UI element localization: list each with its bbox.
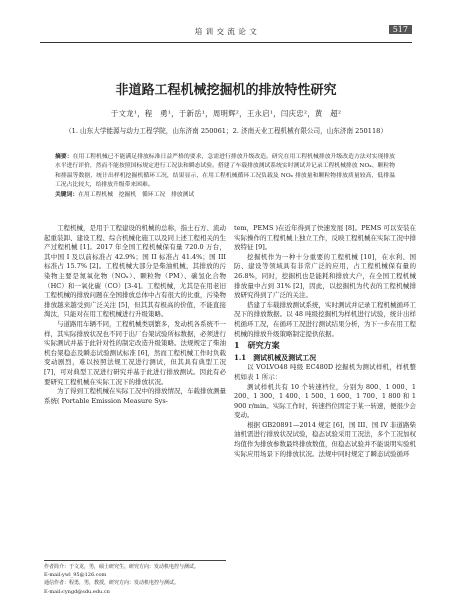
body-paragraph: 与道路用车辆不同，工程机械类别繁多，发动机各系统不一样，其实际排放状况也不同于出厂台架试验所标数据，必须进行实际测试并基于此针对性的制定改造升级策略。法规规定了柴油机台架稳态及瞬态试验测试标准 [6]，然而工程机械工作时负载变动剧烈，难以按照法规工况进行测试，但其具有典型工况 [7]，可对典型工况进行研究并基于此进行排放测试。因此有必要研究工程机械在实际工况下的排放状况。 bbox=[44, 319, 226, 386]
abstract-label: 摘要： bbox=[55, 154, 73, 160]
body-paragraph: tem，PEMS )在近年得到了快速发展 [8]。PEMS 可以安装在实际操作的工程机械上独立工作，反映工程机械在实际工况中排放特征 [9]。 bbox=[234, 224, 416, 252]
journal-section-label: 培 训 交 流 论 文 bbox=[194, 27, 258, 36]
corresponding-author: 通信作者：程勇，男，教授，研究方向：发动机电控与测试。 bbox=[44, 580, 180, 587]
author-info: 作者简介：于文龙，男，硕士研究生，研究方向：发动机电控与测试。 bbox=[44, 564, 200, 570]
article-title: 非道路工程机械挖掘机的排放特性研究 bbox=[115, 83, 337, 98]
author-email: E-mail:ywl_95@126.com bbox=[44, 572, 107, 579]
body-paragraph: 挖掘机作为一种十分重要的工程机械 [10]，在水利、国防、建设等领域具有非常广泛的应用，占工程机械保有量的 26.8%，同时，挖掘机也是能耗和排放大户，在全国工程机械排放量中占到 31% [2]，因此，以挖掘机为代表的工程机械排放研究得到了广泛的关注。 bbox=[234, 252, 416, 300]
abstract-block bbox=[55, 153, 395, 200]
author-list: 于文龙¹，程 勇¹，于新岳¹，周明辉²，王永启¹，闫庆忠²，黄 超² bbox=[110, 109, 342, 118]
subsection-heading: 1.1 测试机械及测试工况 bbox=[234, 352, 317, 362]
header-rule bbox=[40, 42, 412, 43]
corresponding-email: E-mail:cyngd@sdu.edu.cn bbox=[44, 588, 110, 595]
running-head bbox=[40, 26, 412, 40]
body-paragraph: 为了得到工程机械在实际工况中的排放情况，车载排放测量系统( Portable Emission Measure Sys- bbox=[44, 387, 226, 405]
keywords-text: 在用工程机械 挖掘机 循环工况 排放测试 bbox=[78, 191, 195, 198]
footnote bbox=[44, 560, 226, 596]
right-column bbox=[234, 224, 416, 459]
affiliation: （1. 山东大学能源与动力工程学院，山东济南 250061；2. 济南天业工程机械有限公司，山东济南 250118） bbox=[65, 127, 387, 135]
body-paragraph: 搭建了车载排放测试系统，实时测试并记录工程机械循环工况下的排放数据。以 48 吨级挖掘机为样机进行试验，统计出样机循环工况，在循环工况进行测试结果分析，为下一步在用工程机械的排放升级策略制定提供依据。 bbox=[234, 300, 416, 338]
section-heading: 1 研究方案 bbox=[234, 340, 280, 351]
body-paragraph: 以 VOLVO48 吨级 EC480D 挖掘机为测试样机，样机整机如表 1 所示： bbox=[234, 363, 416, 381]
body-paragraph: 测试样机共有 10 个转速档位，分别为 800、1 000、1 200、1 300、1 400、1 500、1 600、1 700、1 800 和 1 900 r/min。实际工作时，转速挡位固定于某一转速，便很少会变动。 bbox=[234, 382, 416, 420]
body-paragraph: 工程机械，是用于工程建设的机械的总称，指土石方、流动起重装卸、建设工程、综合机械化施工以及同上述工程相关的生产过程机械 [1]。2017 年全国工程机械保有量 720.0 万台，其中国 I 及以前标准占 42.9%；国 II 标准占 41.4%；国 III 标准占 15.7% [2]。工程机械大部分是柴油机械，其排放的污染物主要是氮氧化物（NOₓ）、颗粒物（PM）、碳氢化合物（HC）和一氧化碳（CO）[3-4]。工程机械，尤其是在用老旧工程机械的排放问题在全国排放总体中占有很大的比重，污染物排放越来越受到广泛关注 [5]，但其其有极高的价值，不能直接淘汰，只能对在用工程机械进行升级策略。 bbox=[44, 224, 226, 319]
left-column bbox=[44, 224, 226, 406]
keywords-label: 关键词： bbox=[55, 191, 79, 198]
abstract-text: 在用工程机械已不能满足排放标准日益严格的要求，急需进行排放升级改造。研究在用工程机械排放升级改造方法对实现排放水平进行评价，然而不能按照国标规定进行工况法和瞬态试验。搭建了车载排放测试系统实时测试并记录工程机械排放 NOₓ、颗粒物和排温等数据，统计出样机挖掘机循环工况，结果显示，在用工程机械循环工况负载及 NOₓ 排放量和颗粒物排放质量较高，低排温工况占比较大，给排放升级带来困难。 bbox=[55, 154, 395, 189]
page-number: 517 bbox=[389, 25, 412, 34]
body-paragraph: 根据 GB20891—2014 规定 [6]，国 III、国 IV 非道路柴油机需进行排放状况试验，稳态试验采用工况法，多个工况加权均值作为排放参数最终排放数值，但稳态试验并不能说明实验机实际应用场景下的排放状况。法规中同时规定了瞬态试验循环 bbox=[234, 420, 416, 458]
